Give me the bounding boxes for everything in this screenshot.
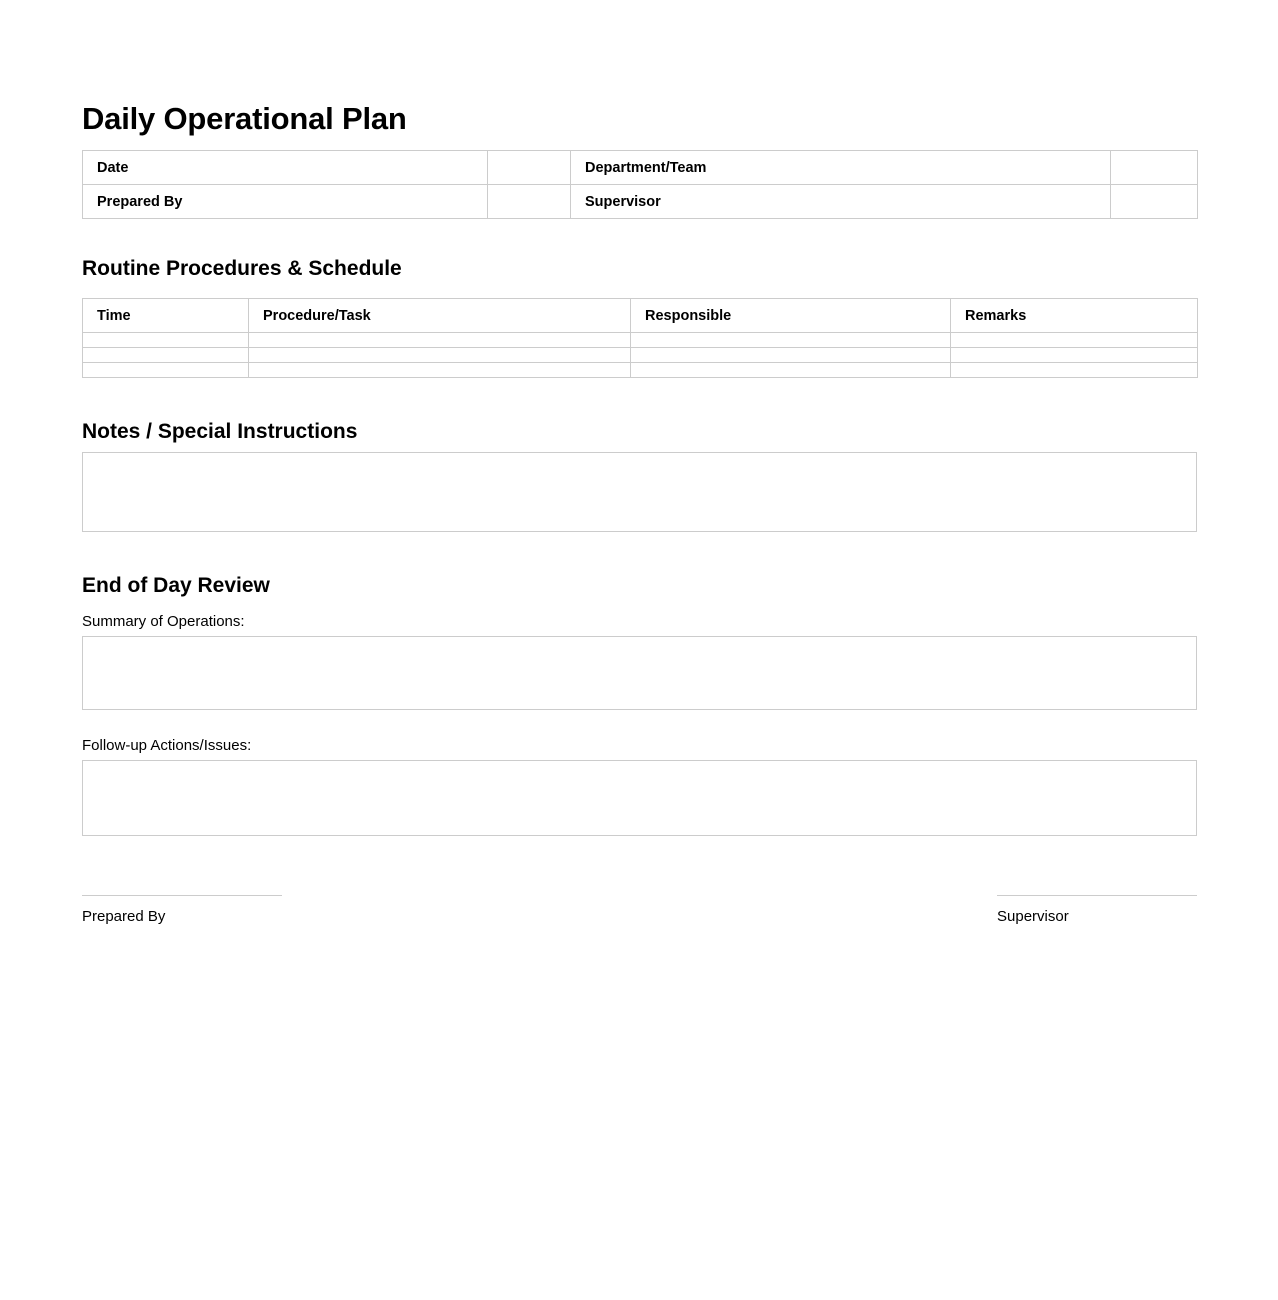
notes-special-instructions-input[interactable] — [82, 452, 1197, 532]
cell-remarks[interactable] — [951, 333, 1198, 348]
end-of-day-review-heading: End of Day Review — [82, 574, 270, 597]
follow-up-actions-issues-input[interactable] — [82, 760, 1197, 836]
prepared-by-signature-block — [82, 895, 282, 926]
table-row — [83, 333, 1198, 348]
column-header-time: Time — [83, 299, 249, 333]
department-team-label: Department/Team — [571, 151, 1111, 185]
supervisor-signature-line[interactable] — [997, 895, 1197, 896]
summary-of-operations-input[interactable] — [82, 636, 1197, 710]
cell-responsible[interactable] — [631, 363, 951, 378]
cell-remarks[interactable] — [951, 348, 1198, 363]
follow-up-actions-issues-label: Follow-up Actions/Issues: — [82, 737, 252, 754]
date-label: Date — [83, 151, 488, 185]
cell-responsible[interactable] — [631, 348, 951, 363]
supervisor-signature-block — [997, 895, 1197, 926]
date-value-cell[interactable] — [488, 151, 571, 185]
cell-procedure-task[interactable] — [249, 363, 631, 378]
notes-special-instructions-heading: Notes / Special Instructions — [82, 420, 358, 443]
table-header-row — [83, 299, 1198, 333]
supervisor-label: Supervisor — [571, 185, 1111, 219]
header-info-table — [82, 150, 1198, 219]
prepared-by-signature-label: Prepared By — [82, 908, 166, 925]
table-row — [83, 363, 1198, 378]
cell-time[interactable] — [83, 363, 249, 378]
routine-procedures-heading: Routine Procedures & Schedule — [82, 257, 402, 280]
department-team-value-cell[interactable] — [1111, 151, 1198, 185]
column-header-remarks: Remarks — [951, 299, 1198, 333]
routine-schedule-table — [82, 298, 1198, 378]
page-title: Daily Operational Plan — [82, 101, 407, 136]
table-row — [83, 185, 1198, 219]
cell-time[interactable] — [83, 348, 249, 363]
supervisor-signature-label: Supervisor — [997, 908, 1069, 925]
cell-procedure-task[interactable] — [249, 348, 631, 363]
prepared-by-value-cell[interactable] — [488, 185, 571, 219]
prepared-by-signature-line[interactable] — [82, 895, 282, 896]
table-row — [83, 348, 1198, 363]
supervisor-value-cell[interactable] — [1111, 185, 1198, 219]
cell-time[interactable] — [83, 333, 249, 348]
table-row — [83, 151, 1198, 185]
column-header-procedure-task: Procedure/Task — [249, 299, 631, 333]
column-header-responsible: Responsible — [631, 299, 951, 333]
prepared-by-label: Prepared By — [83, 185, 488, 219]
cell-responsible[interactable] — [631, 333, 951, 348]
cell-remarks[interactable] — [951, 363, 1198, 378]
summary-of-operations-label: Summary of Operations: — [82, 613, 245, 630]
cell-procedure-task[interactable] — [249, 333, 631, 348]
